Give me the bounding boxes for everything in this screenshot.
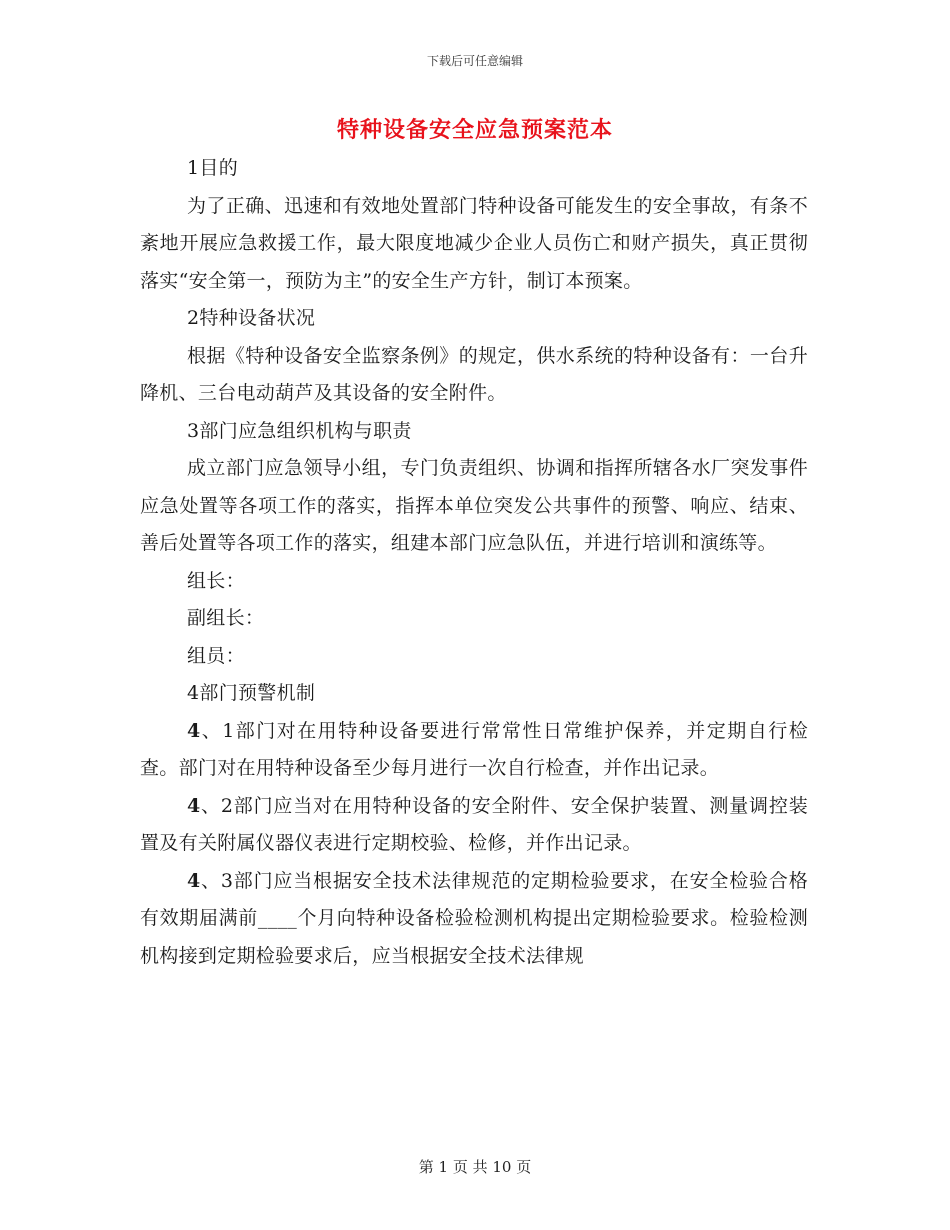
document-title: 特种设备安全应急预案范本 (336, 117, 613, 143)
item-text: 、2部门应当对在用特种设备的安全附件、安全保护装置、测量调控装置及有关附属仪器仪表进行定期校验、检修，并作出记录。 (140, 794, 808, 854)
item-text: 、3部门应当根据安全技术法律规范的定期检验要求，在安全检验合格有效期届满前____个月向特种设备检验检测机构提出定期检验要求。检验检测机构接到定期检验要求后，应当根据安全技术法律规 (140, 869, 808, 967)
team-leader-line: 组长： (187, 569, 245, 592)
section-heading-warning: 4部门预警机制 (187, 682, 316, 704)
page-footer: 第 1 页 共 10 页 (418, 1158, 532, 1176)
section-heading-organization: 3部门应急组织机构与职责 (187, 419, 412, 442)
section-heading-purpose: 1目的 (187, 157, 238, 179)
page-header: 下载后可任意编辑 (426, 54, 523, 68)
paragraph-equipment-status: 根据《特种设备安全监察条例》的规定，供水系统的特种设备有：一台升降机、三台电动葫芦及其设备的安全附件。 (140, 344, 808, 404)
section-heading-equipment-status: 2特种设备状况 (187, 307, 316, 329)
paragraph-organization: 成立部门应急领导小组，专门负责组织、协调和指挥所辖各水厂突发事件应急处置等各项工作的落实，指挥本单位突发公共事件的预警、响应、结束、善后处置等各项工作的落实，组建本部门应急队伍，并进行培训和演练等。 (140, 457, 808, 554)
document-body (140, 150, 808, 975)
paragraph-warning-4-1 (140, 713, 808, 788)
deputy-leader-line: 副组长： (187, 607, 265, 629)
paragraph-purpose: 为了正确、迅速和有效地处置部门特种设备可能发生的安全事故，有条不紊地开展应急救援工作，最大限度地减少企业人员伤亡和财产损失，真正贯彻落实“安全第一，预防为主”的安全生产方针，制订本预案。 (140, 194, 808, 292)
paragraph-warning-4-3 (140, 863, 808, 976)
item-number: 4 (187, 869, 201, 892)
item-number: 4 (187, 719, 201, 742)
team-members-line: 组员： (187, 644, 245, 667)
paragraph-warning-4-2 (140, 788, 808, 863)
item-number: 4 (187, 794, 201, 817)
item-text: 、1部门对在用特种设备要进行常常性日常维护保养，并定期自行检查。部门对在用特种设备至少每月进行一次自行检查，并作出记录。 (140, 719, 808, 779)
